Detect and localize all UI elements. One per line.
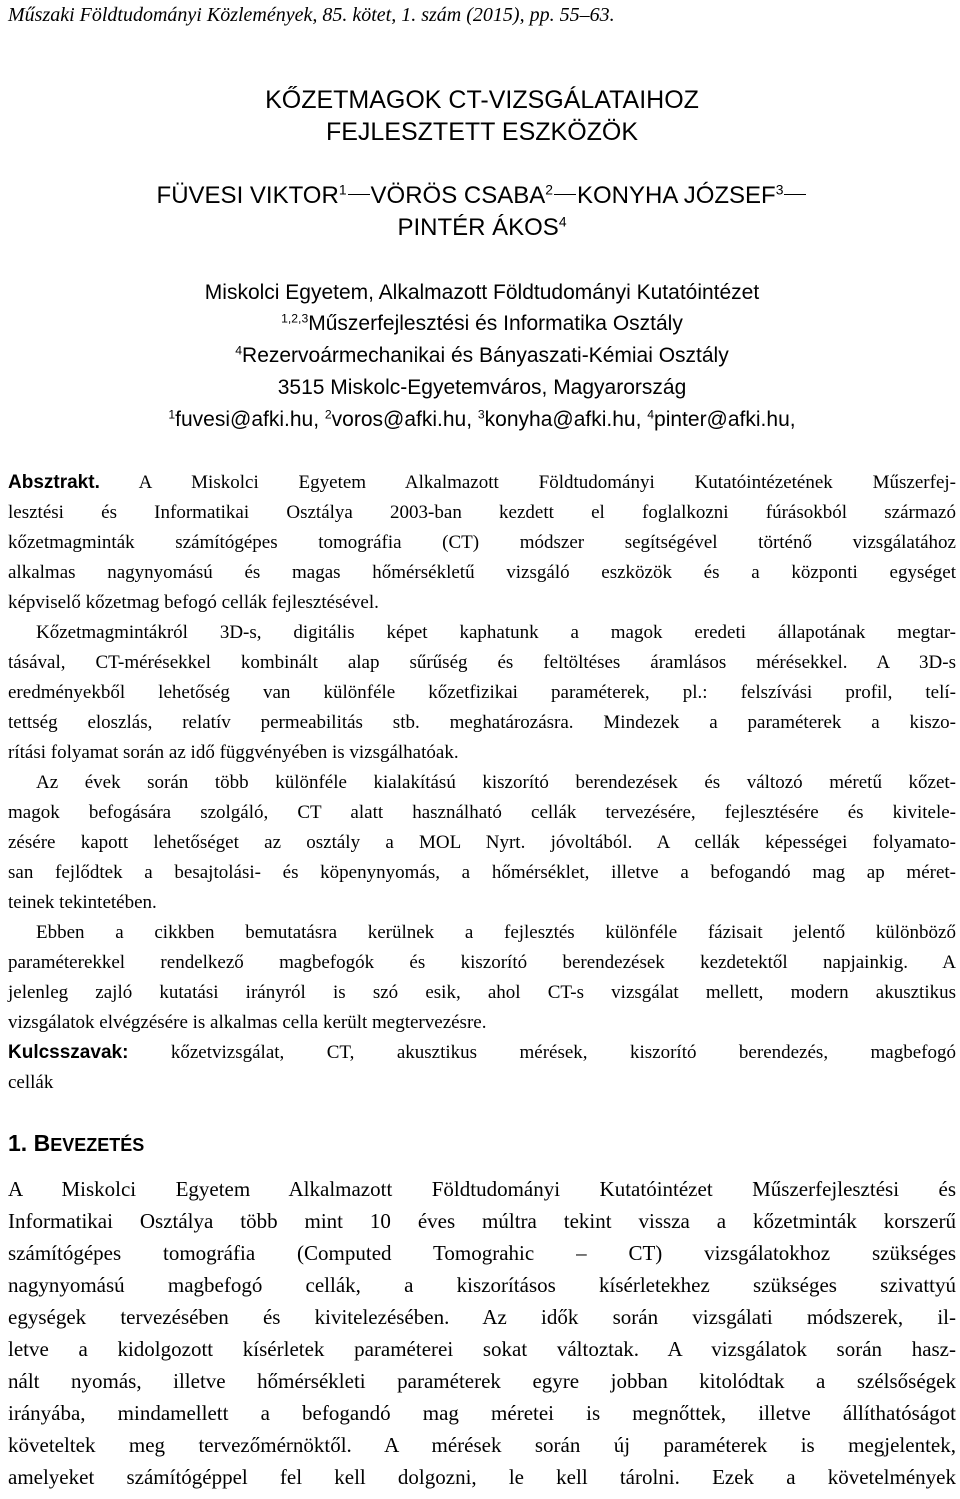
abstract-line: Absztrakt. A Miskolci Egyetem Alkalmazott Földtudományi Kutatóintézetének Műszerfej- [8, 472, 956, 493]
affiliation-mark: 1,2,3 [281, 311, 309, 326]
body-line: Informatikai Osztálya több mint 10 éves múltra tekint vissza a kőzetminták korszerű [8, 1209, 956, 1233]
email-address[interactable]: pinter@afki.hu, [654, 408, 796, 431]
abstract-line: Ebben a cikkben bemutatásra kerülnek a fejlesztés különféle fázisait jelentő különböző [36, 922, 956, 943]
author-separator [554, 194, 576, 195]
author-list-line-2 [8, 212, 956, 244]
abstract-line: magok befogására szolgáló, CT alatt használható cellák tervezésére, fejlesztésére és kivitele- [8, 802, 956, 823]
abstract-line: vizsgálatok elvégzésére is alkalmas cella került megtervezésre. [8, 1012, 487, 1033]
abstract-line: zésére kapott lehetőséget az osztály a MOL Nyrt. jóvoltából. A cellák képességei folyamato- [8, 832, 956, 853]
affiliation-mark: 4 [235, 343, 243, 358]
body-line: letve a kidolgozott kísérletek paraméterei sokat változtak. A vizsgálatok során hasz- [8, 1337, 956, 1361]
abstract-line: Az évek során több különféle kialakítású kiszorító berendezések és változó méretű kőzet- [36, 772, 956, 793]
affiliation-department-2 [8, 341, 956, 371]
abstract-line: tettség eloszlás, relatív permeabilitás stb. meghatározásra. Mindezek a paraméterek a kiszo- [8, 712, 956, 733]
affiliation-institute: Miskolci Egyetem, Alkalmazott Földtudományi Kutatóintézet [204, 281, 760, 304]
author-separator [348, 194, 370, 195]
abstract-line: képviselő kőzetmag befogó cellák fejlesztésével. [8, 592, 379, 613]
email-address[interactable]: fuvesi@afki.hu, [175, 408, 325, 431]
abstract-line: eredményekből lehetőség van különféle kőzetfizikai paraméterek, pl.: felszívási profil, telí- [8, 682, 956, 703]
keywords-text: kőzetvizsgálat, CT, akusztikus mérések, kiszorító berendezés, magbefogó [128, 1042, 956, 1063]
author-name: KONYHA JÓZSEF [577, 182, 776, 209]
author-separator [784, 194, 806, 195]
abstract-label: Absztrakt. [8, 472, 100, 493]
paper-title-line-1: KŐZETMAGOK CT-VIZSGÁLATAIHOZ [265, 86, 699, 114]
abstract-line: san fejlődtek a besajtolási- és köpenynyomás, a hőmérséklet, illetve a befogandó mag ap méret- [8, 862, 956, 883]
author-emails [8, 405, 956, 435]
author-affiliation-mark: 1 [338, 181, 347, 198]
body-line: egységek tervezésében és kivitelezésében. Az idők során vizsgálati módszerek, il- [8, 1305, 956, 1329]
section-heading: 1. BEVEZETÉS [8, 1130, 145, 1156]
abstract-line: paraméterekkel rendelkező magbefogók és kiszorító berendezések kezdetektől napjainkig. A [8, 952, 956, 973]
body-line: A Miskolci Egyetem Alkalmazott Földtudományi Kutatóintézet Műszerfejlesztési és [8, 1177, 956, 1201]
email-address[interactable]: voros@afki.hu, [331, 408, 478, 431]
abstract-line: tásával, CT-mérésekkel kombinált alap sűrűség és feltöltéses áramlásos mérésekkel. A 3D-s [8, 652, 956, 673]
department-name: Rezervoármechanikai és Bányaszati-Kémiai Osztály [242, 344, 729, 367]
body-line: nagynyomású magbefogó cellák, a kiszorításos kísérletekhez szükséges szivattyú [8, 1273, 956, 1297]
abstract-line: jelenleg zajló kutatási irányról is szó esik, ahol CT-s vizsgálat mellett, modern akusztikus [8, 982, 956, 1003]
email-mark: 4 [647, 407, 655, 422]
abstract-line: teinek tekintetében. [8, 892, 157, 913]
paper-page [8, 0, 956, 1499]
keywords-line [8, 1040, 956, 1066]
body-line: követeltek meg tervezőmérnöktől. A mérések során új paraméterek is megjelentek, [8, 1433, 956, 1457]
body-line: számítógépes tomográfia (Computed Tomograhic – CT) vizsgálatokhoz szükséges [8, 1241, 956, 1265]
abstract-line: alkalmas nagynyomású és magas hőmérsékletű vizsgáló eszközök és a központi egységet [8, 562, 956, 583]
email-mark: 3 [477, 407, 485, 422]
body-line: nált nyomás, illetve hőmérsékleti paraméterek egyre jobban kitolódtak a szélsőségek [8, 1369, 956, 1393]
email-mark: 2 [324, 407, 332, 422]
author-name: PINTÉR ÁKOS [397, 214, 559, 241]
abstract-line: Kőzetmagmintákról 3D-s, digitális képet kaphatunk a magok eredeti állapotának megtar- [36, 622, 956, 643]
department-name: Műszerfejlesztési és Informatika Osztály [308, 312, 683, 335]
keywords-line: cellák [8, 1072, 54, 1093]
abstract-line: kőzetmagminták számítógépes tomográfia (CT) módszer segítségével történő vizsgálatához [8, 532, 956, 553]
author-list-line-1 [8, 180, 956, 212]
email-address[interactable]: konyha@afki.hu, [484, 408, 648, 431]
author-name: FÜVESI VIKTOR [156, 182, 339, 209]
affiliation-address: 3515 Miskolc-Egyetemváros, Magyarország [277, 376, 687, 399]
author-name: VÖRÖS CSABA [370, 182, 546, 209]
body-line: amelyeket számítógéppel fel kell dolgozni, le kell tárolni. Ezek a követelmények [8, 1465, 956, 1489]
paper-title-line-2: FEJLESZTETT ESZKÖZÖK [325, 118, 639, 146]
email-mark: 1 [168, 407, 176, 422]
affiliation-department-1 [8, 309, 956, 339]
author-affiliation-mark: 3 [775, 181, 784, 198]
author-affiliation-mark: 4 [558, 213, 567, 230]
abstract-line: lesztési és Informatikai Osztálya 2003-ban kezdett el foglalkozni fúrásokból származó [8, 502, 956, 523]
abstract-line: rítási folyamat során az idő függvényében is vizsgálhatóak. [8, 742, 459, 763]
body-line: irányába, mindamellett a befogandó mag méretei is megnőttek, illetve állíthatóságot [8, 1401, 956, 1425]
author-affiliation-mark: 2 [545, 181, 553, 198]
journal-header: Műszaki Földtudományi Közlemények, 85. kötet, 1. szám (2015), pp. 55–63. [8, 4, 615, 26]
keywords-label: Kulcsszavak: [8, 1042, 129, 1063]
